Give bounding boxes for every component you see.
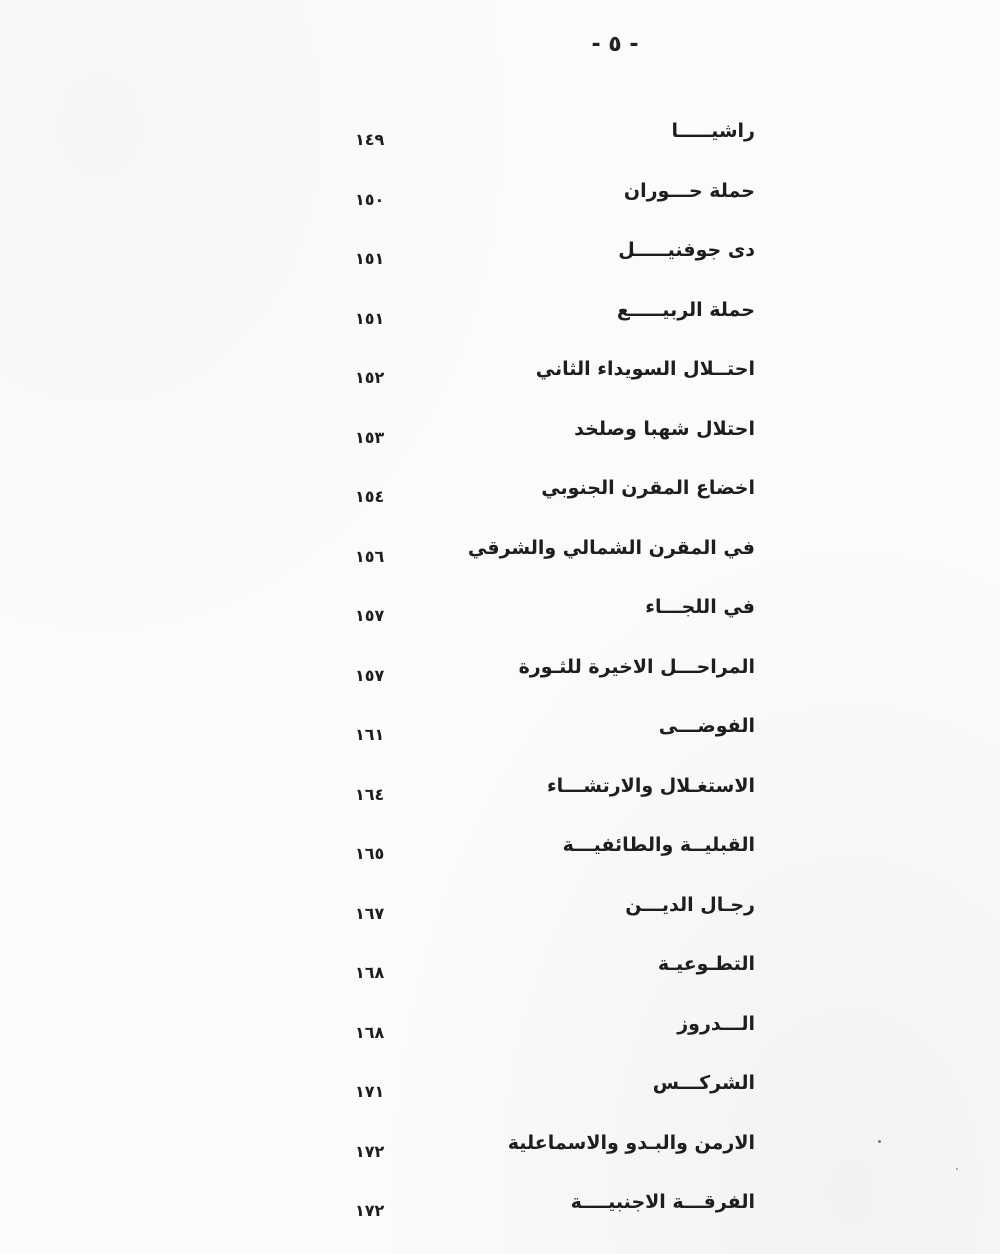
toc-entry bbox=[330, 945, 770, 1005]
toc-entry-page: ١٦٤ bbox=[355, 784, 385, 804]
toc-entry-page: ١٤٩ bbox=[355, 130, 385, 149]
toc-entry bbox=[330, 291, 770, 351]
toc-entry bbox=[330, 469, 770, 529]
toc-entry-page: ١٥٠ bbox=[355, 189, 385, 209]
page-number: - ٥ - bbox=[591, 32, 639, 57]
toc-entry-title: الفرقـــة الاجنبيــــة bbox=[570, 1191, 755, 1213]
toc-entry-page: ١٥٧ bbox=[355, 606, 385, 625]
table-of-contents bbox=[330, 112, 770, 1243]
toc-entry-page: ١٦١ bbox=[355, 725, 385, 744]
toc-entry-page: ١٧٢ bbox=[355, 1141, 385, 1161]
toc-entry-title: رجـال الديـــن bbox=[625, 893, 755, 916]
toc-entry bbox=[330, 767, 770, 827]
toc-entry bbox=[330, 826, 770, 886]
toc-entry-page: ١٦٨ bbox=[355, 1022, 385, 1042]
toc-entry-page: ١٥٤ bbox=[355, 487, 385, 506]
toc-entry-title: الشركـــس bbox=[652, 1072, 755, 1094]
toc-entry bbox=[330, 648, 770, 708]
toc-entry-title: احتــلال السويداء الثاني bbox=[535, 358, 755, 380]
toc-entry bbox=[330, 1183, 770, 1243]
toc-entry-page: ١٦٨ bbox=[355, 963, 385, 982]
toc-entry-title: في المقرن الشمالي والشرقي bbox=[467, 536, 755, 559]
toc-entry-title: القبليــة والطائفيـــة bbox=[562, 834, 755, 856]
scan-speck bbox=[878, 1140, 881, 1143]
toc-entry bbox=[330, 529, 770, 589]
toc-entry bbox=[330, 707, 770, 767]
toc-entry-title: التطـوعيـة bbox=[657, 953, 755, 975]
toc-entry bbox=[330, 350, 770, 410]
toc-entry-title: الـــدروز bbox=[677, 1012, 755, 1035]
toc-entry-title: اخضاع المقرن الجنوبي bbox=[541, 477, 755, 499]
toc-entry-title: راشيـــــا bbox=[671, 120, 755, 142]
toc-entry bbox=[330, 112, 770, 172]
toc-entry-page: ١٥٦ bbox=[355, 546, 385, 566]
toc-entry bbox=[330, 231, 770, 291]
toc-entry-title: حملة الربيـــــع bbox=[616, 298, 755, 321]
toc-entry-title: احتلال شهبا وصلخد bbox=[574, 417, 755, 440]
toc-entry-page: ١٧١ bbox=[355, 1082, 385, 1101]
toc-entry-title: الاستغـلال والارتشـــاء bbox=[546, 774, 755, 797]
toc-entry-title: الفوضـــى bbox=[658, 715, 755, 737]
toc-entry-title: دى جوفنيـــــل bbox=[618, 239, 755, 261]
toc-entry-page: ١٥٢ bbox=[355, 368, 385, 387]
toc-entry-page: ١٧٢ bbox=[355, 1201, 385, 1220]
toc-entry bbox=[330, 1124, 770, 1184]
scan-speck bbox=[956, 1168, 958, 1170]
toc-entry bbox=[330, 172, 770, 232]
toc-entry-page: ١٦٧ bbox=[355, 903, 385, 923]
toc-entry-title: حملة حـــوران bbox=[623, 179, 755, 202]
toc-entry bbox=[330, 588, 770, 648]
toc-entry-page: ١٥٣ bbox=[355, 427, 385, 447]
toc-entry-title: في اللجـــاء bbox=[645, 596, 755, 618]
toc-entry-page: ١٥١ bbox=[355, 249, 385, 268]
toc-entry-page: ١٥١ bbox=[355, 308, 385, 328]
toc-entry-title: المراحـــل الاخيرة للثـورة bbox=[518, 655, 755, 678]
toc-entry-page: ١٥٧ bbox=[355, 665, 385, 685]
toc-entry bbox=[330, 1064, 770, 1124]
toc-entry-title: الارمن والبـدو والاسماعلية bbox=[507, 1131, 755, 1154]
toc-entry-page: ١٦٥ bbox=[355, 844, 385, 863]
toc-entry bbox=[330, 1005, 770, 1065]
toc-entry bbox=[330, 886, 770, 946]
toc-entry bbox=[330, 410, 770, 470]
